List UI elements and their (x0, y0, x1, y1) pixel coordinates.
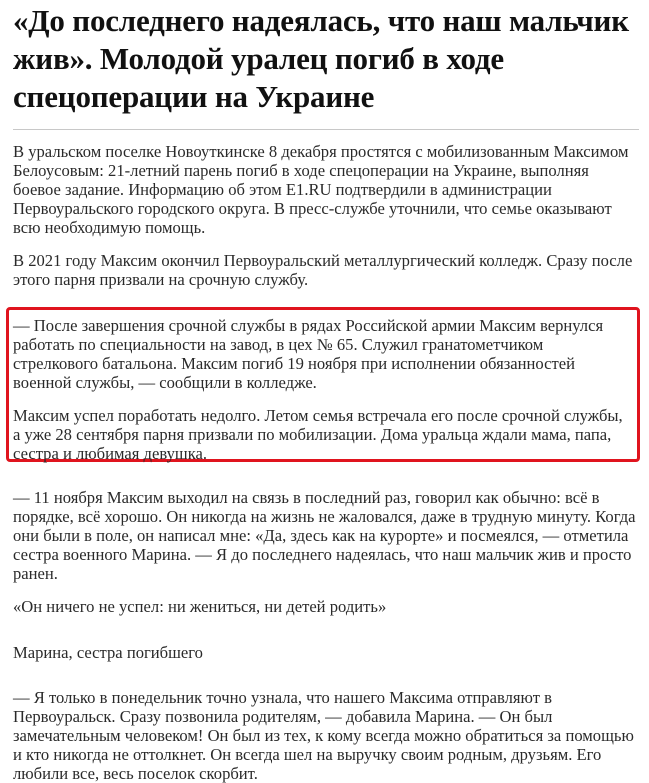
paragraph-sister-quote: — 11 ноября Максим выходил на связь в последний раз, говорил как обычно: всё в порядке, всё хорошо. Он никогда на жизнь не жаловался, даже в трудную минуту. Когда они были в поле, он написал мне: «Да, здесь как на курорте» и посмеялся, — отметила сестра военного Марина. — Я до последнего надеялась, что наш мальчик жив и просто ранен. (13, 488, 636, 583)
paragraph-intro: В уральском поселке Новоуткинске 8 декабря простятся с мобилизованным Максимом Белоусовым: 21-летний парень погиб в ходе спецоперации на Украине, выполняя боевое задание. Информацию об этом E1.RU подтвердили в администрации Первоуральского городского округа. В пресс-службе уточнили, что семье оказывают всю необходимую помощь. (13, 142, 629, 237)
paragraph-college-quote: — После завершения срочной службы в рядах Российской армии Максим вернулся работать по специальности на завод, в цех № 65. Служил гранатометчиком стрелкового батальона. Максим погиб 19 ноября при исполнении обязанностей военной службы, — сообщили в колледже. (13, 316, 604, 392)
pull-quote: «Он ничего не успел: ни жениться, ни детей родить» (13, 597, 387, 616)
quote-attribution: Марина, сестра погибшего (13, 643, 203, 662)
paragraph-closing: — Я только в понедельник точно узнала, что нашего Максима отправляют в Первоуральск. Сразу позвонила родителям, — добавила Марина. — Он был замечательным человеком! Он был из тех, к кому всегда можно обратиться за помощью и кто никогда не оттолкнет. Он всегда шел на выручку своим родным, друзьям. Его любили все, весь поселок скорбит. (13, 688, 634, 783)
paragraph-mobilization: Максим успел поработать недолго. Летом семья встречала его после срочной службы, а уже 28 сентября парня призвали по мобилизации. Дома уральца ждали мама, папа, сестра и любимая девушка. (13, 406, 623, 463)
article-headline: «До последнего надеялась, что наш мальчик жив». Молодой уралец погиб в ходе спецоперации на Украине (13, 3, 629, 114)
paragraph-college: В 2021 году Максим окончил Первоуральский металлургический колледж. Сразу после этого парня призвали на срочную службу. (13, 251, 633, 289)
headline-divider (13, 129, 639, 130)
